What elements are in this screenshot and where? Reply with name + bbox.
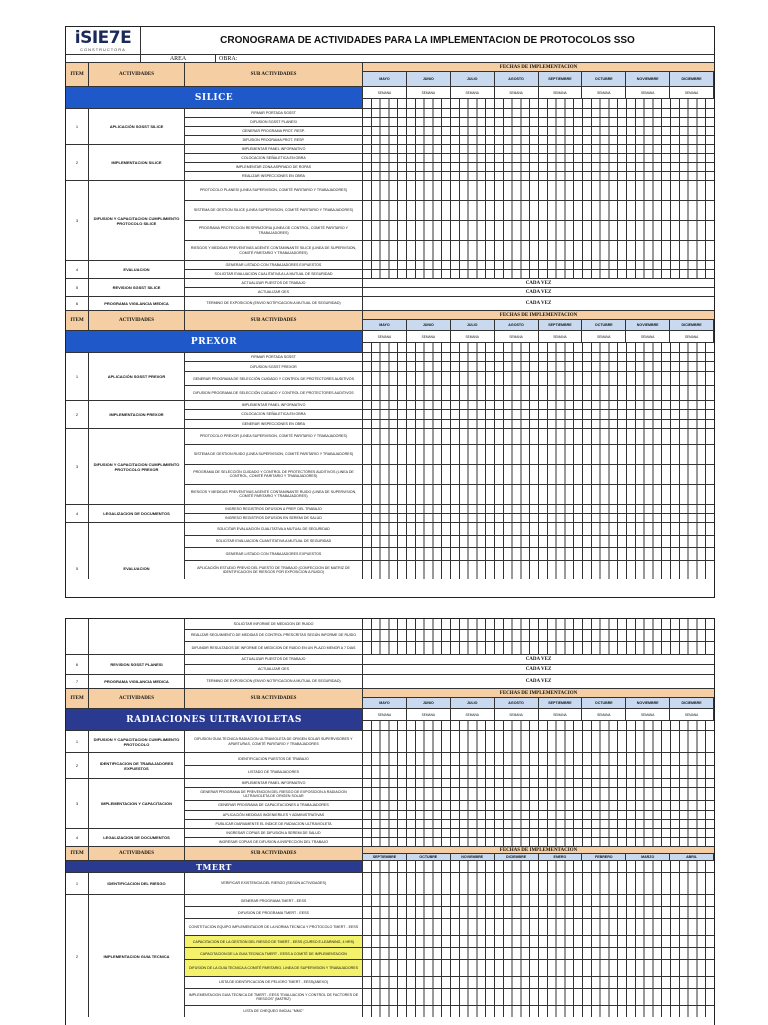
- table-cell: ABRIL: [670, 854, 714, 860]
- table-cell: EVALUACION: [89, 523, 185, 579]
- table-cell: APLICACIÓN SGSST SILICE: [89, 109, 185, 144]
- table-cell: SEMANA: [363, 331, 407, 342]
- schedule-grid: [363, 261, 714, 269]
- table-cell: ACTIVIDADES: [89, 689, 185, 708]
- table-cell: 4: [66, 505, 89, 522]
- table-cell: LISTA DE IDENTIFICACION DE PELIGRO TMERT - EESS(ANEXO): [185, 977, 363, 988]
- table-cell: 3: [66, 181, 89, 260]
- table-cell: FEBRERO: [582, 854, 626, 860]
- schedule-grid: [363, 362, 714, 370]
- table-cell: DIFUSION Y CAPACITACION CUMPLIMIENTO PROTOCOLO PREXOR: [89, 429, 185, 504]
- table-cell: SOLICITAR EVALUACION CUALITATIVA A MUTUAL DE SEGURIDAD: [185, 523, 363, 535]
- table-cell: APLICACIÓN SGSST PREXOR: [89, 353, 185, 400]
- table-cell: SEPTIEMBRE: [363, 854, 407, 860]
- table-cell: DIFUSION PROGRAMA DE SELECCIÓN CUIDADO Y CONTROL DE PROTECTORES AUDITIVOS: [185, 386, 363, 400]
- company-logo: [66, 27, 141, 54]
- schedule-grid: [363, 548, 714, 560]
- table-cell: 5: [66, 279, 89, 296]
- month-cell: NOVIEMBRE: [626, 72, 670, 86]
- header-sub-actividades: SUB ACTIVIDADES: [185, 63, 363, 86]
- table-cell: SISTEMA DE GESTION RUIDO (LINEA SUPERVISION, COMITÉ PARITARIO Y TRABAJADORES): [185, 445, 363, 464]
- table-cell: IDENTIFICACION DEL RIESGO: [89, 873, 185, 894]
- highlighted-subactivity: CAPACITACION DE LA GESTION DEL RIESGO DE TMERT - EESS (CURSO E-LEARNING, 4 HRS): [185, 936, 363, 947]
- table-cell: FECHAS DE IMPLEMENTACION: [363, 311, 714, 320]
- table-cell: SEPTIEMBRE: [539, 698, 583, 708]
- table-row: [66, 181, 714, 261]
- table-cell: GENERAR LISTADO CON TRABAJADORES EXPUESTOS: [185, 548, 363, 560]
- schedule-grid: [363, 343, 714, 352]
- table-cell: LEGALIZACION DE DOCUMENTOS: [89, 505, 185, 522]
- schedule-grid: [363, 873, 714, 894]
- table-cell: 2: [66, 753, 89, 778]
- table-cell: 4: [66, 829, 89, 846]
- table-cell: IMPLEMENTAR PANEL INFORMATIVO: [185, 145, 363, 153]
- table-cell: SEMANA: [626, 709, 670, 720]
- table-cell: DIFUSION GUIA TECNICA RADIACION ULTRAVIOLETA DE ORIGEN SOLAR SUPERVISORES Y APARTURAS, COMITÉ PARITARIO Y TRABAJADORES: [185, 731, 363, 752]
- table-cell: FECHAS DE IMPLEMENTACION: [363, 689, 714, 698]
- table-row: [66, 297, 714, 311]
- schedule-grid: [363, 163, 714, 171]
- month-cell: JUNIO: [407, 72, 451, 86]
- table-cell: IMPLEMENTAR ZONA ASPIRADO DE ROPAS: [185, 163, 363, 171]
- section-title-uv: RADIACIONES ULTRAVIOLETAS: [66, 709, 363, 730]
- table-cell: JUNIO: [407, 320, 451, 330]
- table-cell: OCTUBRE: [582, 698, 626, 708]
- schedule-grid: [363, 721, 714, 730]
- table-row: [66, 675, 714, 689]
- table-cell: GENERAR PROGRAMA DE CAPACITACIONES A TRABAJADORES: [185, 801, 363, 809]
- month-cell: DICIEMBRE: [670, 72, 714, 86]
- table-cell: 1: [66, 109, 89, 144]
- schedule-grid: [363, 420, 714, 428]
- section-uv: [66, 709, 714, 731]
- schedule-grid: [363, 485, 714, 504]
- table-cell: SEMANA: [539, 709, 583, 720]
- table-row: [66, 279, 714, 297]
- table-cell: 1: [66, 731, 89, 752]
- table-cell: FIRMAR PORTADA SGSST: [185, 109, 363, 117]
- table-cell: JULIO: [451, 698, 495, 708]
- month-cell: AGOSTO: [495, 72, 539, 86]
- schedule-grid: [363, 977, 714, 988]
- table-cell: MAYO: [363, 320, 407, 330]
- table-row: [66, 261, 714, 279]
- table-cell: MAYO: [363, 698, 407, 708]
- table-cell: EVALUACION: [89, 261, 185, 278]
- table-cell: 1: [66, 353, 89, 400]
- table-cell: SEMANA: [495, 87, 539, 98]
- sheet-page-2: [65, 618, 715, 1025]
- schedule-grid: [363, 241, 714, 260]
- table-cell: CADA VEZ: [525, 657, 552, 662]
- table-cell: ITEM: [66, 847, 89, 860]
- table-row: [66, 429, 714, 505]
- table-cell: FECHAS DE IMPLEMENTACION: [363, 847, 714, 854]
- table-cell: SEMANA: [670, 87, 714, 98]
- section-silice: [66, 87, 714, 109]
- schedule-grid: [363, 838, 714, 846]
- section-title-silice: SILICE: [66, 87, 363, 108]
- table-cell: GENERAR LISTADO CON TRABAJADORES EXPUESTOS: [185, 261, 363, 269]
- title-row: [66, 27, 714, 55]
- table-cell: NOVIEMBRE: [626, 698, 670, 708]
- table-cell: INGRESO REGISTROS DIFUSION EN SEREMI DE SALUD: [185, 514, 363, 522]
- table-cell: CONSTITUCION EQUIPO IMPLEMENTADOR DE LA NORMA TECNICA Y PROTOCOLO TMERT - EESS: [185, 919, 363, 935]
- section-prexor: [66, 331, 714, 353]
- table-cell: SEMANA: [582, 87, 626, 98]
- table-cell: GENERAR PROGRAMA TMERT - EESS: [185, 895, 363, 906]
- area-row: [66, 55, 714, 63]
- table-cell: DIFUSION SGSST PREXOR: [185, 362, 363, 370]
- section-tmert: [66, 861, 714, 873]
- schedule-grid: [363, 642, 714, 654]
- table-row: [66, 655, 714, 675]
- table-cell: SEMANA: [451, 331, 495, 342]
- table-cell: SOLICITAR INFORME DE MEDICION DE RUIDO: [185, 619, 363, 629]
- table-cell: 2: [66, 401, 89, 428]
- table-cell: FIRMAR PORTADA SGSST: [185, 353, 363, 361]
- header-item: ITEM: [66, 63, 89, 86]
- table-cell: DIFUSION SGSST PLANESI: [185, 118, 363, 126]
- table-cell: AGOSTO: [495, 320, 539, 330]
- table-cell: RIESGOS Y MEDIDAS PREVENTIVAS AGENTE CONTAMINANTE RUIDO (LINEA DE SUPERVISION, COMITÉ PARITARIO Y TRABAJADORES): [185, 485, 363, 504]
- schedule-grid: [363, 811, 714, 819]
- schedule-grid: [363, 919, 714, 935]
- schedule-grid: [363, 221, 714, 240]
- logo-text: iSIE7E: [74, 27, 132, 48]
- table-cell: SEMANA: [363, 709, 407, 720]
- table-cell: OCTUBRE: [407, 854, 451, 860]
- table-header-tmert: [66, 847, 714, 861]
- table-row: [66, 401, 714, 429]
- table-cell: SISTEMA DE GESTION SILICE (LINEA SUPERVISION, COMITÉ PARITARIO Y TRABAJADORES): [185, 201, 363, 220]
- schedule-grid: [363, 127, 714, 135]
- table-cell: SEMANA: [626, 87, 670, 98]
- table-cell: ACTUALIZAR PUESTOS DE TRABAJO: [185, 279, 363, 287]
- table-cell: CADA VEZ: [525, 667, 552, 672]
- table-cell: 1: [66, 873, 89, 894]
- table-header-uv: [66, 689, 714, 709]
- table-cell: RIESGOS Y MEDIDAS PREVENTIVAS AGENTE CONTAMINANTE SILICE (LINEA DE SUPERVISION, COMITÉ PARITARIO Y TRABAJADORES): [185, 241, 363, 260]
- schedule-grid: [363, 386, 714, 400]
- schedule-grid: [363, 936, 714, 947]
- table-cell: 5: [66, 523, 89, 579]
- table-cell: 4: [66, 261, 89, 278]
- table-cell: SEMANA: [539, 87, 583, 98]
- table-cell: 6: [66, 297, 89, 310]
- table-cell: GENERAR PROGRAMA DE PREVENCION DEL RIESGO DE EXPOSICION A RADIACION ULTRAVIOLETA DE ORIGEN SOLAR: [185, 788, 363, 800]
- schedule-grid: [363, 445, 714, 464]
- table-cell: ENERO: [539, 854, 583, 860]
- table-cell: IDENTIFICACION DE TRABAJADORES EXPUESTOS: [89, 753, 185, 778]
- table-header-silice: [66, 63, 714, 87]
- table-cell: GENERAR INSPECCIONES EN OBRA: [185, 420, 363, 428]
- table-row: [66, 619, 714, 655]
- table-cell: SEMANA: [451, 87, 495, 98]
- table-cell: INGRESAR COPIAS DE DIFUSION A SEREMI DE SALUD: [185, 829, 363, 837]
- table-cell: SEMANA: [407, 87, 451, 98]
- table-cell: SEMANA: [363, 87, 407, 98]
- month-cell: MAYO: [363, 72, 407, 86]
- table-cell: IMPLEMENTACION GUIA TECNICA DE TMERT - EESS "EVALUACION Y CONTROL DE FACTORES DE RIESGOS" (MATRIZ): [185, 989, 363, 1005]
- table-cell: DIFUNDIR RESULTADOS DE INFORME DE MEDICION DE RUIDO EN UN PLAZO MENOR A 7 DIAS: [185, 642, 363, 654]
- table-cell: MARZO: [626, 854, 670, 860]
- table-cell: SEMANA: [582, 331, 626, 342]
- table-cell: REVISION SGSST SILICE: [89, 279, 185, 296]
- schedule-grid: [363, 753, 714, 765]
- area-label: AREA: [141, 55, 216, 62]
- table-cell: 2: [66, 895, 89, 1017]
- section-title-prexor: PREXOR: [66, 331, 363, 352]
- table-row: [66, 753, 714, 779]
- table-cell: SEMANA: [670, 709, 714, 720]
- cada-vez: CADA VEZ: [525, 301, 552, 306]
- schedule-grid: [363, 401, 714, 409]
- table-row: [66, 779, 714, 829]
- schedule-grid: [363, 619, 714, 629]
- table-cell: GENERAR PROGRAMA DE SELECCIÓN CUIDADO Y CONTROL DE PROTECTORES AUDITIVOS: [185, 372, 363, 386]
- table-cell: NOVIEMBRE: [626, 320, 670, 330]
- table-cell: ACTUALIZAR PUESTOS DE TRABAJO: [185, 655, 363, 664]
- table-cell: SOLICITAR EVALUACION CUALITATIVA A LA MUTUAL DE SEGURIDAD: [185, 270, 363, 278]
- table-cell: 3: [66, 779, 89, 828]
- schedule-grid: [363, 561, 714, 579]
- month-cell: JULIO: [451, 72, 495, 86]
- table-cell: 6: [66, 655, 89, 674]
- schedule-grid: [363, 505, 714, 513]
- table-cell: DIFUSION DE PROGRAMA TMERT - EESS: [185, 907, 363, 918]
- table-cell: DIFUSION Y CAPACITACION CUMPLIMIENTO PROTOCOLO SILICE: [89, 181, 185, 260]
- table-cell: PUBLICAR DIARIAMENTE EL INDICE DE RADIACION ULTRAVIOLETA: [185, 820, 363, 828]
- table-cell: ACTIVIDADES: [89, 847, 185, 860]
- schedule-grid: [363, 1006, 714, 1017]
- table-cell: ACTUALIZAR GES: [185, 665, 363, 674]
- table-cell: IMPLEMENTAR PANEL INFORMATIVO: [185, 401, 363, 409]
- table-cell: IMPLEMENTAR PANEL INFORMATIVO: [185, 779, 363, 787]
- table-cell: 3: [66, 429, 89, 504]
- table-row: [66, 505, 714, 523]
- section-title-tmert: TMERT: [66, 861, 363, 872]
- schedule-grid: [363, 766, 714, 778]
- schedule-grid: [363, 172, 714, 180]
- schedule-grid: [363, 960, 714, 976]
- table-cell: OCTUBRE: [582, 320, 626, 330]
- table-row: [66, 353, 714, 401]
- table-cell: JUNIO: [407, 698, 451, 708]
- schedule-grid: [363, 429, 714, 444]
- table-cell: ACTUALIZAR GES: [185, 288, 363, 296]
- table-cell: COLOCACION SEÑALETICA EN OBRA: [185, 410, 363, 418]
- cada-vez: CADA VEZ: [525, 280, 552, 286]
- table-cell: TERMINO DE EXPOSICION (ENVIO NOTIFICACION A MUTUAL DE SEGURIDAD): [185, 675, 363, 688]
- table-cell: SEMANA: [407, 709, 451, 720]
- highlighted-subactivity: CAPACITACION DE LA GUIA TECNICA TMERT - EESS A COMITÉ DE IMPLEMENTACION: [185, 948, 363, 959]
- table-cell: PROGRAMA DE SELECCIÓN CUIDADO Y CONTROL DE PROTECTORES AUDITIVOS (LINEA DE CONTROL, COMITÉ PARITARIO Y TRABAJADORES): [185, 465, 363, 484]
- schedule-grid: [363, 523, 714, 535]
- logo-subtitle: CONSTRUCTORA: [80, 46, 126, 52]
- table-row: [66, 873, 714, 895]
- table-cell: JULIO: [451, 320, 495, 330]
- sheet-page-1: [65, 26, 715, 598]
- schedule-grid: [363, 779, 714, 787]
- table-cell: APLICACIÓN ESTUDIO PREVIO DEL PUESTO DE TRABAJO (CONFECCION DE MATRIZ DE IDENTIFICACION DE RIESGOS POR EXPOSICION A RUIDO): [185, 561, 363, 579]
- table-cell: DICIEMBRE: [670, 698, 714, 708]
- schedule-grid: [363, 829, 714, 837]
- schedule-grid: [363, 801, 714, 809]
- schedule-grid: [363, 136, 714, 144]
- document-title: CRONOGRAMA DE ACTIVIDADES PARA LA IMPLEMENTACION DE PROTOCOLOS SSO: [220, 35, 635, 46]
- table-cell: AGOSTO: [495, 698, 539, 708]
- schedule-grid: [363, 788, 714, 800]
- highlighted-subactivity: DIFUSION DE LA GUIA TECNICA A COMITÉ PARITARIO, LINEA DE SUPERVISION Y TRABAJADORES: [185, 960, 363, 976]
- schedule-grid: [363, 630, 714, 640]
- table-cell: SEMANA: [626, 331, 670, 342]
- table-cell: PROTOCOLO PREXOR (LINEA SUPERVISION, COMITÉ PARITARIO Y TRABAJADORES): [185, 429, 363, 444]
- table-cell: SEMANA: [407, 331, 451, 342]
- schedule-grid: [363, 109, 714, 117]
- schedule-grid: [363, 270, 714, 278]
- table-cell: SEMANA: [582, 709, 626, 720]
- table-cell: LISTA DE CHEQUEO INICIAL "MMC": [185, 1006, 363, 1017]
- table-row: [66, 523, 714, 579]
- table-cell: PROTOCOLO PLANESI (LINEA SUPERVISION, COMITÉ PARITARIO Y TRABAJADORES): [185, 181, 363, 200]
- schedule-grid: [363, 154, 714, 162]
- table-cell: SEMANA: [495, 331, 539, 342]
- table-cell: SEPTIEMBRE: [539, 320, 583, 330]
- schedule-grid: [363, 372, 714, 386]
- table-cell: SEMANA: [451, 709, 495, 720]
- table-cell: REALIZAR SEGUIMIENTO DE MEDIDAS DE CONTROL PRESCRITAS SEGÚN INFORME DE RUIDO: [185, 630, 363, 640]
- schedule-grid: [363, 465, 714, 484]
- table-cell: TERMINO DE EXPOSICION (ENVIO NOTIFICACION A MUTUAL DE SEGURIDAD): [185, 297, 363, 310]
- schedule-grid: [363, 145, 714, 153]
- table-cell: REALIZAR INSPECCIONES EN OBRA: [185, 172, 363, 180]
- table-cell: IDENTIFICACION PUESTOS DE TRABAJO: [185, 753, 363, 765]
- table-cell: IMPLEMENTACION Y CAPACITACION: [89, 779, 185, 828]
- table-cell: ITEM: [66, 311, 89, 330]
- table-cell: LEGALIZACION DE DOCUMENTOS: [89, 829, 185, 846]
- table-row: [66, 895, 714, 1017]
- table-cell: SOLICITAR EVALUACION CUANTITATIVA A MUTUAL DE SEGURIDAD: [185, 536, 363, 548]
- table-cell: IMPLEMENTACION GUIA TECNICA: [89, 895, 185, 1017]
- table-cell: SEMANA: [670, 331, 714, 342]
- schedule-grid: [363, 895, 714, 906]
- table-cell: REVISION SGSST PLANESI: [89, 655, 185, 674]
- schedule-grid: [363, 514, 714, 522]
- obra-label: OBRA:: [219, 55, 238, 62]
- table-cell: LISTADO DE TRABAJADORES: [185, 766, 363, 778]
- schedule-grid: [363, 907, 714, 918]
- month-cell: OCTUBRE: [582, 72, 626, 86]
- schedule-grid: [363, 410, 714, 418]
- schedule-grid: [363, 536, 714, 548]
- table-cell: DIFUSION PROGRAMA PROT. RESP.: [185, 136, 363, 144]
- table-cell: SUB ACTIVIDADES: [185, 847, 363, 860]
- table-cell: INGRESAR COPIAS DE DIFUSION A INSPECCION DEL TRABAJO: [185, 838, 363, 846]
- table-cell: APLICACIÓN MEDIDAS INGENIERILES Y ADMINISTRATIVAS: [185, 811, 363, 819]
- table-cell: PROGRAMA PROTECCION RESPIRATORIA (LINEA DE CONTROL, COMITÉ PARITARIO Y TRABAJADORES): [185, 221, 363, 240]
- table-cell: VERIFICAR EXISTENCIA DEL RIESGO (SEGÚN ACTIVIDADES): [185, 873, 363, 894]
- table-cell: 2: [66, 145, 89, 180]
- table-cell: PROGRAMA VIGILANCIA MEDICA: [89, 675, 185, 688]
- table-cell: NOVIEMBRE: [451, 854, 495, 860]
- schedule-grid: [363, 861, 714, 872]
- table-cell: DICIEMBRE: [670, 320, 714, 330]
- header-actividades: ACTIVIDADES: [89, 63, 185, 86]
- table-cell: SUB ACTIVIDADES: [185, 689, 363, 708]
- table-row: [66, 109, 714, 145]
- schedule-grid: [363, 820, 714, 828]
- table-cell: ACTIVIDADES: [89, 311, 185, 330]
- table-row: [66, 829, 714, 847]
- table-cell: 7: [66, 675, 89, 688]
- week-numbers-row: [363, 99, 714, 108]
- table-cell: IMPLEMENTACION SILICE: [89, 145, 185, 180]
- schedule-grid: [363, 201, 714, 220]
- table-row: [66, 731, 714, 753]
- table-cell: ITEM: [66, 689, 89, 708]
- table-row: [66, 145, 714, 181]
- table-cell: DIFUSION Y CAPACITACION CUMPLIMIENTO PROTOCOLO: [89, 731, 185, 752]
- table-cell: SEMANA: [495, 709, 539, 720]
- schedule-grid: [363, 989, 714, 1005]
- schedule-grid: [363, 731, 714, 752]
- schedule-grid: [363, 181, 714, 200]
- table-header-prexor: [66, 311, 714, 331]
- month-cell: SEPTIEMBRE: [539, 72, 583, 86]
- header-fechas: FECHAS DE IMPLEMENTACION: [363, 63, 714, 72]
- table-cell: COLOCACION SEÑALETICA EN OBRA: [185, 154, 363, 162]
- table-cell: CADA VEZ: [525, 679, 552, 684]
- table-cell: INGRESO REGISTROS DIFUSION A PREP. DEL TRABAJO: [185, 505, 363, 513]
- schedule-grid: [363, 353, 714, 361]
- table-cell: GENERAR PROGRAMA PROT. RESP.: [185, 127, 363, 135]
- table-cell: DICIEMBRE: [495, 854, 539, 860]
- table-cell: IMPLEMENTACION PREXOR: [89, 401, 185, 428]
- table-cell: SUB ACTIVIDADES: [185, 311, 363, 330]
- cada-vez: CADA VEZ: [525, 289, 552, 295]
- table-cell: SEMANA: [539, 331, 583, 342]
- table-cell: PROGRAMA VIGILANCIA MEDICA: [89, 297, 185, 310]
- schedule-grid: [363, 118, 714, 126]
- schedule-grid: [363, 948, 714, 959]
